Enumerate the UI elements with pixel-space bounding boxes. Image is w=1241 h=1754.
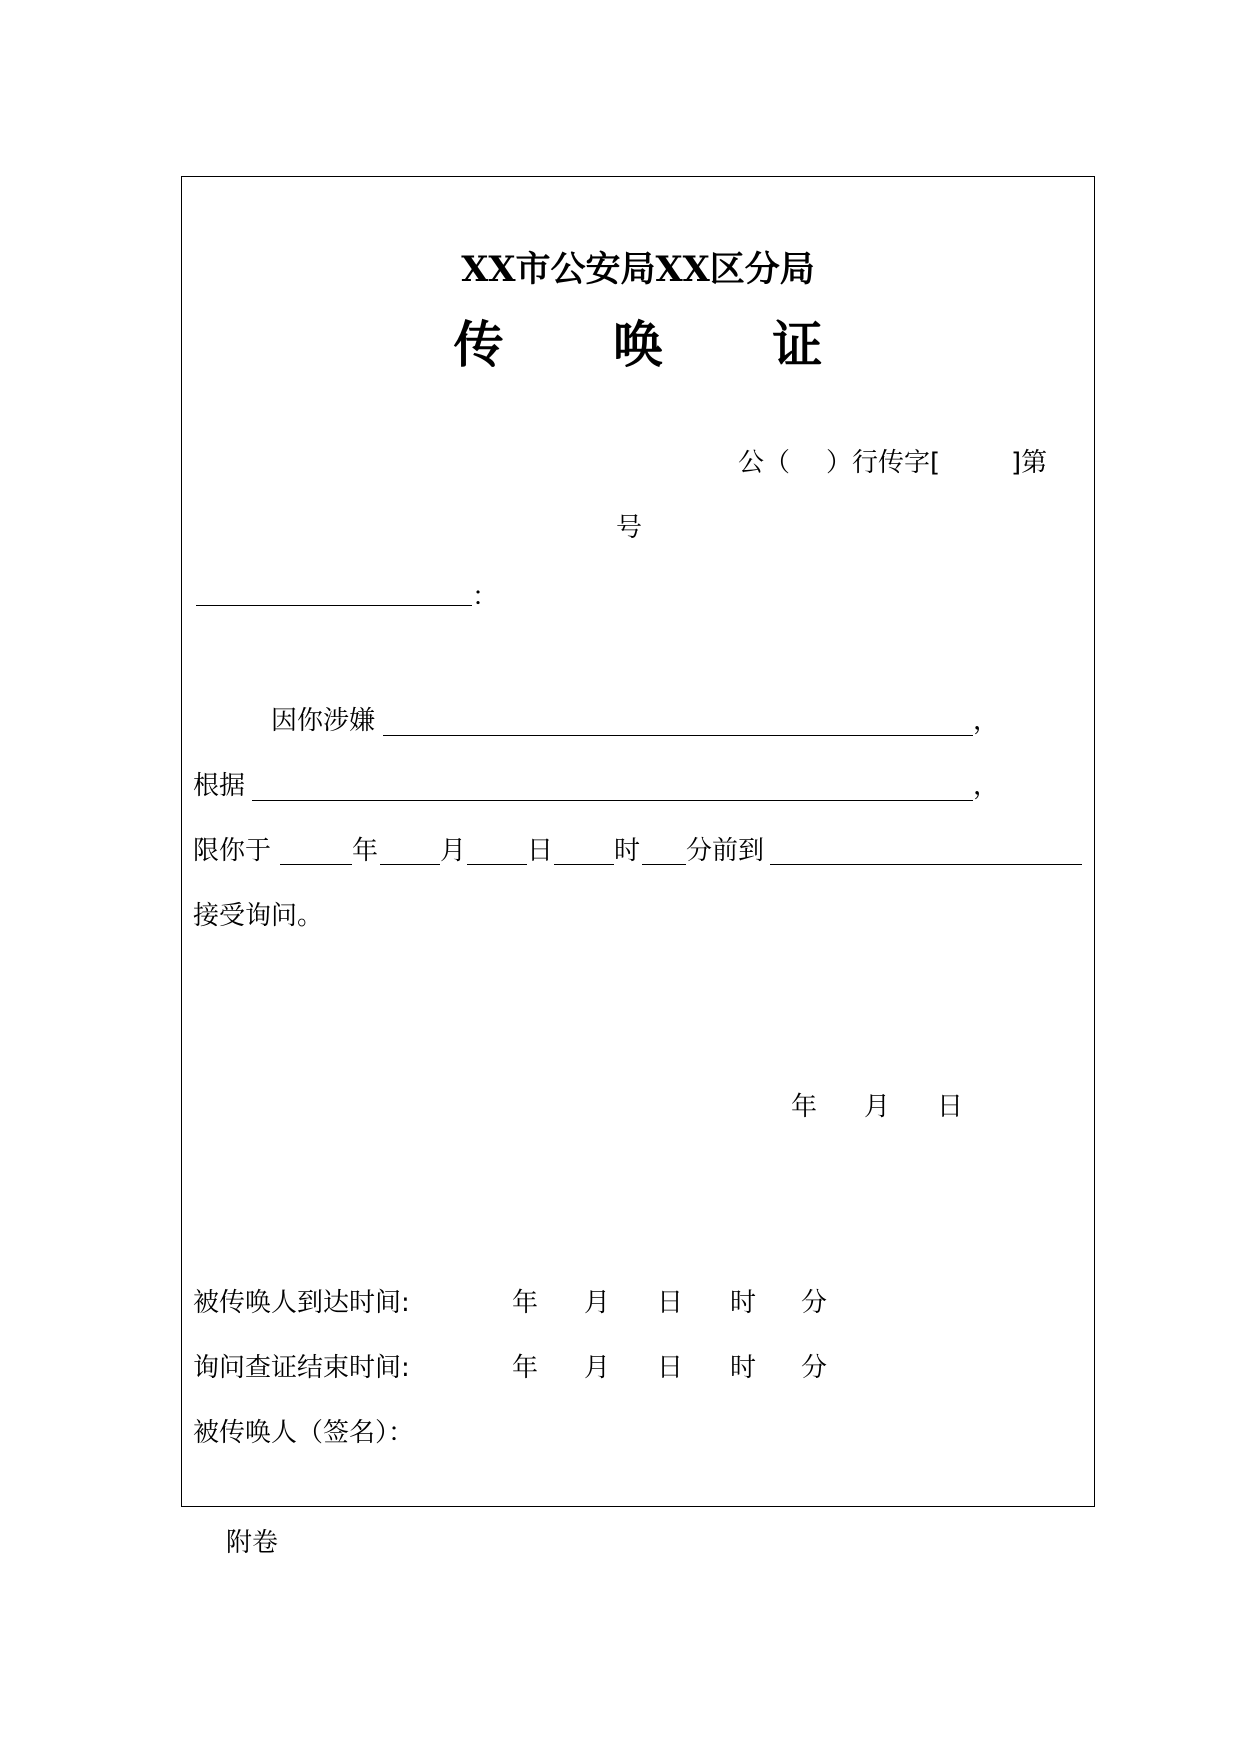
limit-prefix: 限你于	[193, 836, 272, 866]
arrival-day-label: 日	[657, 1288, 684, 1318]
issuing-authority-title: XX市公安局XX区分局	[461, 249, 815, 290]
end-hour-label: 时	[730, 1353, 757, 1383]
deadline-month-field[interactable]	[380, 864, 440, 865]
end-month-label: 月	[584, 1353, 611, 1383]
signature-date-month: 月	[864, 1092, 891, 1122]
document-title: 传 唤 证	[453, 316, 869, 374]
accept-inquiry-text: 接受询问。	[193, 901, 324, 931]
signature-date-year: 年	[791, 1092, 818, 1122]
end-year-label: 年	[512, 1353, 539, 1383]
recipient-colon: ：	[472, 582, 499, 612]
doc-number-di: ]第	[1011, 448, 1048, 478]
arrival-minute-label: 分	[801, 1288, 828, 1318]
arrival-hour-label: 时	[730, 1288, 757, 1318]
deadline-year-label: 年	[352, 836, 379, 866]
suspect-prefix: 因你涉嫌	[271, 706, 376, 736]
legal-basis-field[interactable]	[252, 800, 973, 801]
deadline-day-field[interactable]	[467, 864, 527, 865]
deadline-minute-label: 分前到	[686, 836, 765, 866]
suspected-offense-field[interactable]	[383, 735, 973, 736]
deadline-hour-label: 时	[614, 836, 641, 866]
arrival-month-label: 月	[584, 1288, 611, 1318]
deadline-month-label: 月	[440, 836, 467, 866]
doc-number-hao: 号	[616, 513, 643, 543]
deadline-day-label: 日	[527, 836, 554, 866]
report-location-field[interactable]	[770, 864, 1082, 865]
doc-number-middle: ）行传字[	[826, 448, 941, 478]
deadline-year-field[interactable]	[280, 864, 352, 865]
basis-prefix: 根据	[193, 771, 246, 801]
suspect-comma: ，	[973, 706, 1000, 736]
deadline-hour-field[interactable]	[554, 864, 614, 865]
signature-date-day: 日	[937, 1092, 964, 1122]
arrival-time-label: 被传唤人到达时间:	[193, 1288, 410, 1318]
end-day-label: 日	[657, 1353, 684, 1383]
arrival-year-label: 年	[512, 1288, 539, 1318]
doc-number-gong: 公（	[738, 448, 791, 478]
end-minute-label: 分	[801, 1353, 828, 1383]
basis-comma: ，	[973, 771, 1000, 801]
summoned-person-signature-label: 被传唤人（签名）：	[193, 1418, 415, 1448]
inquiry-end-time-label: 询问查证结束时间:	[193, 1353, 410, 1383]
deadline-minute-field[interactable]	[642, 864, 686, 865]
recipient-name-field[interactable]	[196, 605, 472, 606]
annex-note: 附卷	[226, 1528, 279, 1558]
